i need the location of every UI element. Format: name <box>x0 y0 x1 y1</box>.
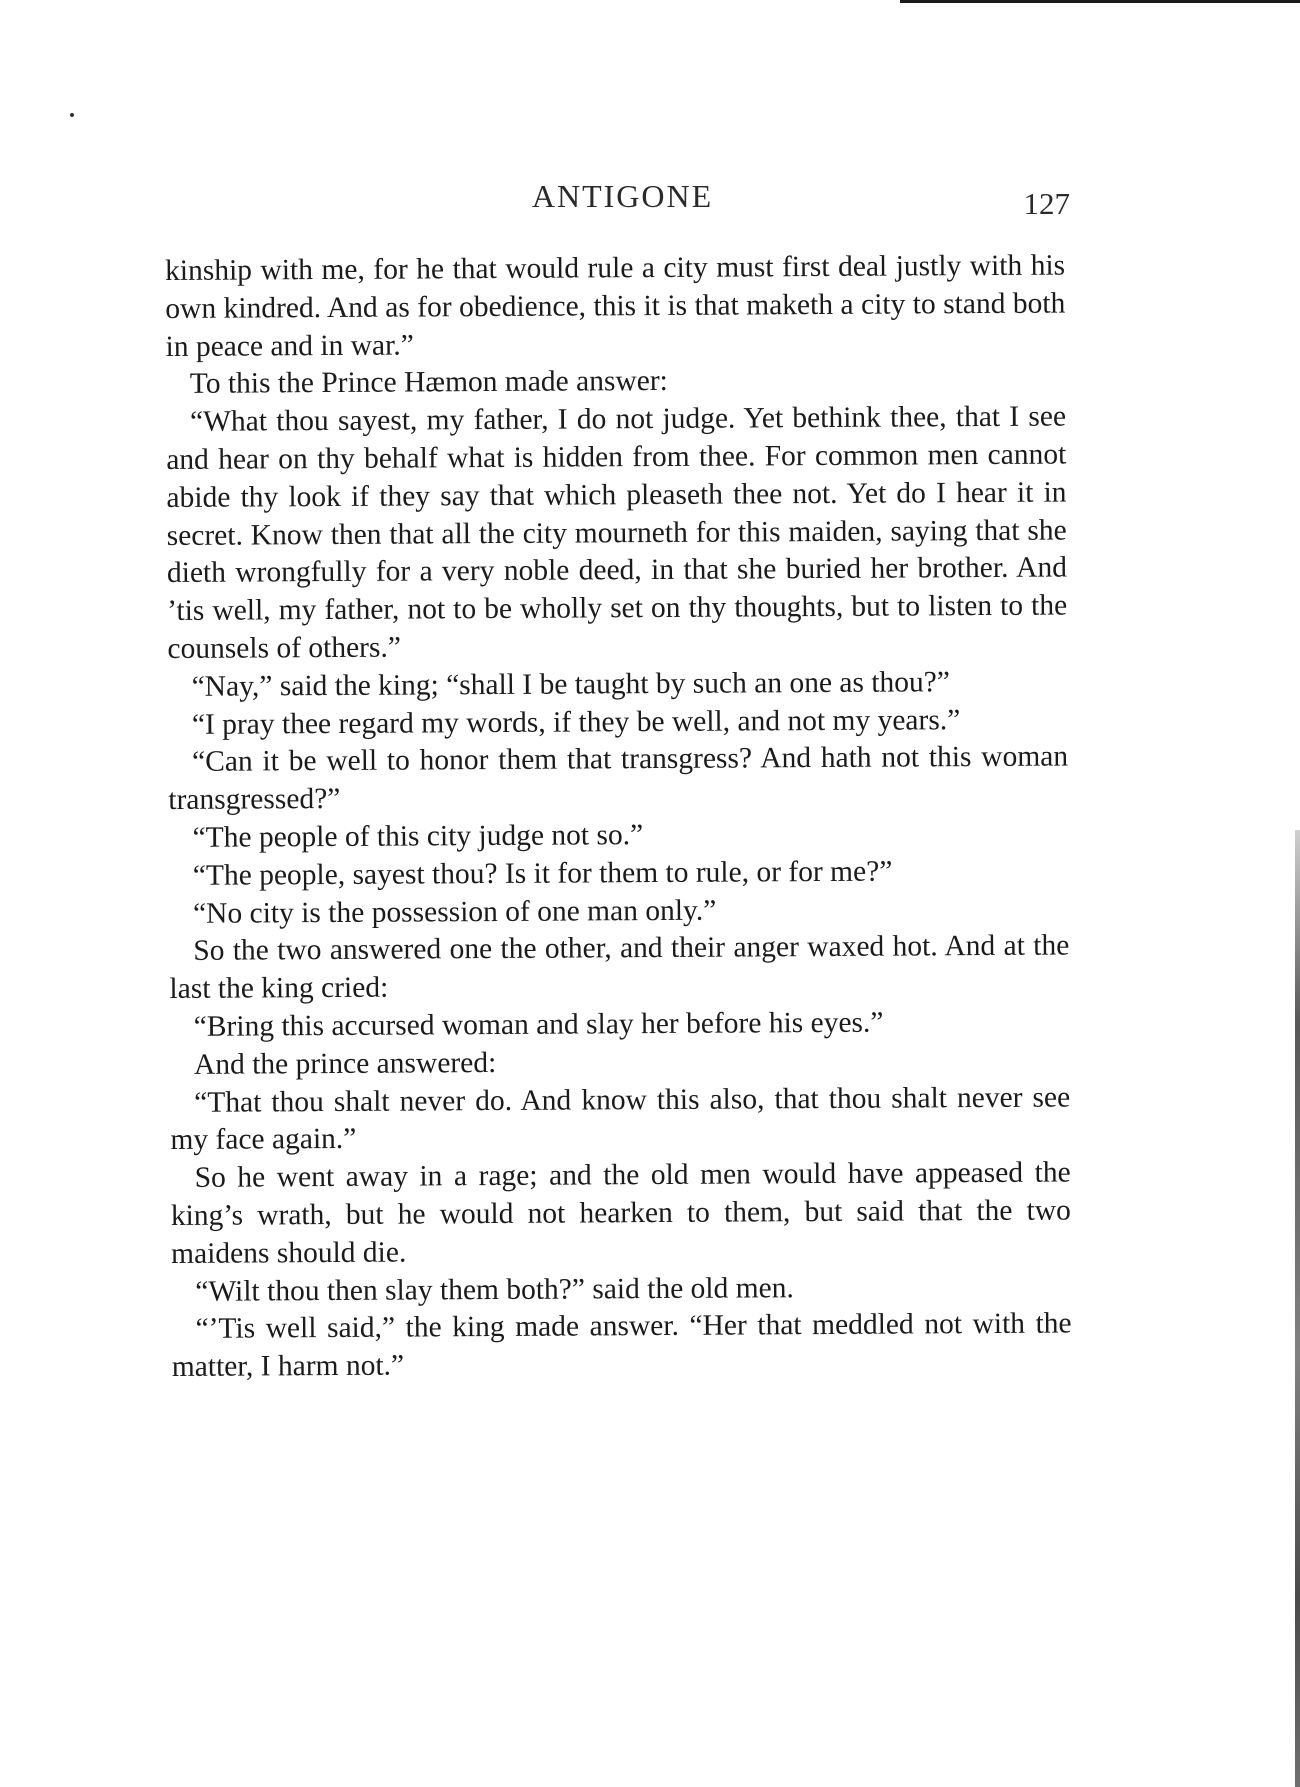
paragraph-1: kinship with me, for he that would rule a city must first deal justly with his own kindred. And as for obedience, this it is that maketh a city to stand both in peace and in war.” <box>165 249 1066 363</box>
paragraph-8: “The people, sayest thou? Is it for them to rule, or for me?” <box>192 855 893 892</box>
page-edge-shadow <box>1295 830 1300 1787</box>
body-text <box>165 248 1072 1387</box>
running-title: ANTIGONE <box>531 178 714 214</box>
paragraph-6: “Can it be well to honor them that transgress? And hath not this woman transgressed?” <box>168 740 1069 817</box>
page-number: 127 <box>1023 186 1070 221</box>
paragraph-15: “Wilt thou then slay them both?” said the old men. <box>195 1271 794 1308</box>
paragraph-10: So the two answered one the other, and their anger waxed hot. And at the last the king cried: <box>169 929 1070 1006</box>
top-edge-rule <box>900 0 1300 3</box>
paragraph-13: “That thou shalt never do. And know this also, that thou shalt never see my face again.” <box>170 1081 1071 1157</box>
paragraph-3: “What thou sayest, my father, I do not judge. Yet bethink thee, that I see and hear on thy behalf what is hidden from thee. For common men cannot abide thy look if they say that which pleaseth thee not. Yet do I hear it in secret. Know then that all the city mourneth for this maiden, saying that she dieth wrongfully for a very noble deed, in that she buried her brother. And ’tis well, my father, not to be wholly set on thy thoughts, but to listen to the counsels of others.” <box>166 400 1068 665</box>
paragraph-14: So he went away in a rage; and the old men would have appeased the king’s wrath, but he would not hearken to them, but said that the two maidens should die. <box>170 1156 1071 1270</box>
paragraph-12: And the prince answered: <box>193 1046 497 1081</box>
paragraph-4: “Nay,” said the king; “shall I be taught by such an one as thou?” <box>191 665 951 703</box>
paragraph-16: “’Tis well said,” the king made answer. “Her that meddled not with the matter, I harm not.” <box>171 1307 1072 1384</box>
page-header <box>175 178 1070 226</box>
paragraph-5: “I pray thee regard my words, if they be well, and not my years.” <box>191 703 961 741</box>
paragraph-9: “No city is the possession of one man only.” <box>192 894 717 930</box>
paragraph-11: “Bring this accursed woman and slay her before his eyes.” <box>193 1006 884 1043</box>
paragraph-2: To this the Prince Hæmon made answer: <box>189 365 668 401</box>
ink-speck <box>70 113 74 117</box>
paragraph-7: “The people of this city judge not so.” <box>192 819 644 854</box>
